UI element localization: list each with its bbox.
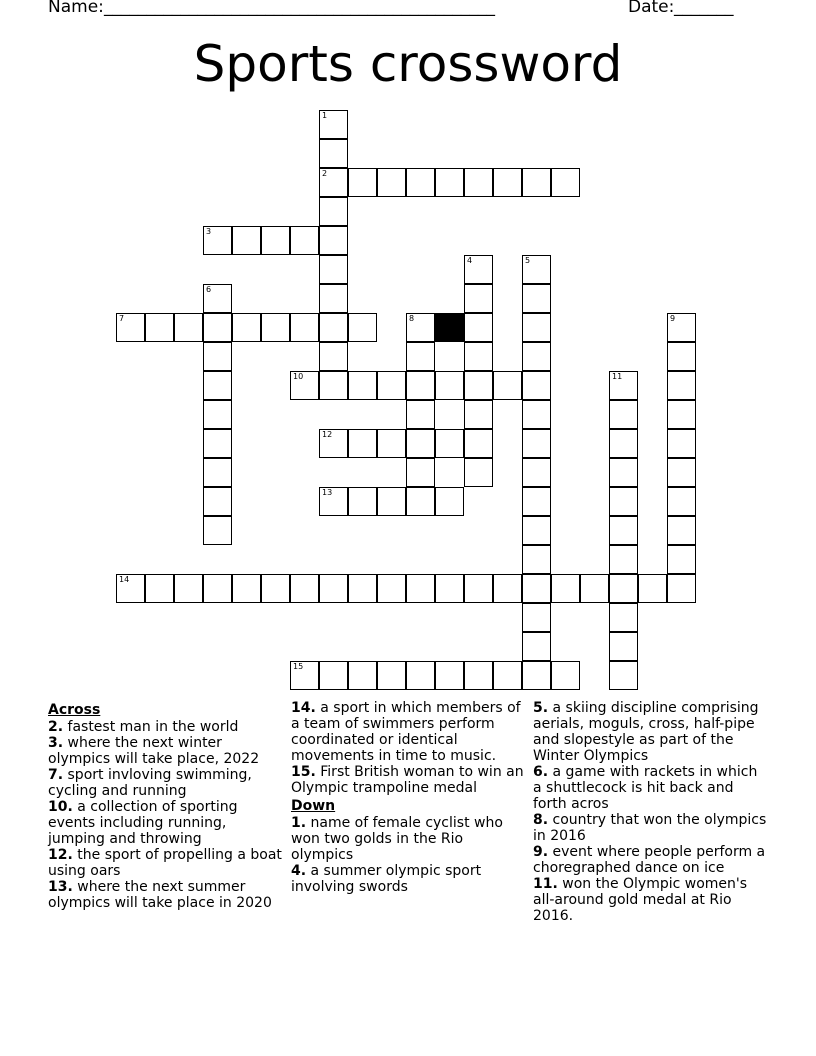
grid-cell[interactable] [261, 313, 290, 342]
grid-cell[interactable] [435, 371, 464, 400]
grid-cell[interactable] [551, 661, 580, 690]
grid-cell[interactable] [667, 487, 696, 516]
grid-cell[interactable] [319, 661, 348, 690]
clue-number: 11 [612, 372, 623, 381]
grid-cell[interactable] [348, 661, 377, 690]
grid-cell[interactable] [261, 574, 290, 603]
grid-cell[interactable] [290, 661, 319, 690]
clue-text: a skiing discipline comprising aerials, moguls, cross, half-pipe and slopestyle as part of the Winter Olympics [533, 700, 759, 764]
grid-cell[interactable] [290, 574, 319, 603]
across-clue [48, 719, 284, 735]
grid-cell[interactable] [406, 342, 435, 371]
grid-cell[interactable] [667, 342, 696, 371]
grid-cell[interactable] [667, 429, 696, 458]
grid-cell[interactable] [435, 661, 464, 690]
clue-label: 13. [48, 879, 73, 895]
grid-cell[interactable] [609, 632, 638, 661]
clue-text: where the next winter olympics will take place, 2022 [48, 735, 260, 767]
down-clue [533, 844, 769, 876]
clue-text: First British woman to win an Olympic trampoline medal [291, 764, 524, 796]
clue-text: a summer olympic sport involving swords [291, 863, 482, 895]
grid-cell[interactable] [377, 371, 406, 400]
clue-number: 6 [206, 285, 212, 294]
clue-number: 8 [409, 314, 415, 323]
clue-label: 8. [533, 812, 549, 828]
grid-cell[interactable] [203, 429, 232, 458]
across-clue [48, 879, 284, 911]
grid-cell[interactable] [319, 342, 348, 371]
grid-cell[interactable] [261, 226, 290, 255]
grid-cell[interactable] [609, 429, 638, 458]
grid-cell[interactable] [522, 632, 551, 661]
grid-cell[interactable] [638, 574, 667, 603]
across-clue-list-continued [291, 700, 527, 796]
grid-cell[interactable] [116, 313, 145, 342]
grid-cell[interactable] [464, 284, 493, 313]
clue-text: a sport in which members of a team of swimmers perform coordinated or identical movements in time to music. [291, 700, 521, 764]
grid-cell[interactable] [377, 661, 406, 690]
grid-cell[interactable] [609, 661, 638, 690]
grid-cell[interactable] [377, 574, 406, 603]
date-line: _______ [674, 0, 734, 17]
grid-cell[interactable] [319, 255, 348, 284]
clue-text: name of female cyclist who won two golds in the Rio olympics [291, 815, 503, 863]
grid-cell[interactable] [609, 545, 638, 574]
grid-cell[interactable] [174, 574, 203, 603]
grid-cell[interactable] [406, 429, 435, 458]
grid-cell[interactable] [406, 313, 435, 342]
grid-cell[interactable] [290, 371, 319, 400]
down-clue [291, 815, 527, 863]
grid-cell[interactable] [232, 226, 261, 255]
grid-cell[interactable] [348, 371, 377, 400]
clue-label: 2. [48, 719, 64, 735]
grid-cell[interactable] [203, 284, 232, 313]
grid-cell[interactable] [580, 574, 609, 603]
grid-cell[interactable] [319, 313, 348, 342]
grid-cell[interactable] [406, 371, 435, 400]
grid-cell[interactable] [522, 661, 551, 690]
grid-cell[interactable] [464, 661, 493, 690]
grid-cell[interactable] [203, 516, 232, 545]
grid-cell[interactable] [377, 429, 406, 458]
grid-cell[interactable] [522, 516, 551, 545]
grid-cell[interactable] [667, 400, 696, 429]
grid-cell[interactable] [203, 342, 232, 371]
clue-text: a collection of sporting events including running, jumping and throwing [48, 799, 238, 847]
grid-cell[interactable] [522, 400, 551, 429]
down-clue [533, 876, 769, 924]
clue-label: 1. [291, 815, 307, 831]
clue-text: fastest man in the world [63, 719, 239, 735]
grid-cell[interactable] [522, 342, 551, 371]
across-clue [48, 847, 284, 879]
clue-number: 2 [322, 169, 328, 178]
grid-cell[interactable] [406, 458, 435, 487]
grid-cell[interactable] [522, 603, 551, 632]
grid-cell[interactable] [667, 516, 696, 545]
clue-number: 15 [293, 662, 304, 671]
grid-cell[interactable] [609, 371, 638, 400]
clues-column-3 [533, 700, 769, 924]
grid-cell[interactable] [464, 255, 493, 284]
grid-cell[interactable] [609, 574, 638, 603]
across-clue-list [48, 719, 284, 911]
clues-column-1 [48, 700, 284, 911]
grid-cell[interactable] [493, 168, 522, 197]
name-label: Name: [48, 0, 104, 17]
clue-text: where the next summer olympics will take place in 2020 [48, 879, 272, 911]
clue-label: 3. [48, 735, 64, 751]
grid-cell[interactable] [464, 458, 493, 487]
across-clue [291, 700, 527, 764]
clue-text: event where people perform a choregraphed dance on ice [533, 844, 766, 876]
down-clue-list [291, 815, 527, 895]
grid-cell[interactable] [522, 429, 551, 458]
grid-cell[interactable] [435, 429, 464, 458]
clue-text: sport invloving swimming, cycling and running [48, 767, 252, 799]
clue-label: 12. [48, 847, 73, 863]
grid-cell[interactable] [406, 574, 435, 603]
grid-cell[interactable] [522, 168, 551, 197]
name-line: ______________________________________________ [104, 0, 495, 17]
clue-number: 14 [119, 575, 130, 584]
clue-number: 12 [322, 430, 333, 439]
grid-cell[interactable] [522, 313, 551, 342]
grid-cell[interactable] [319, 110, 348, 139]
clue-number: 3 [206, 227, 212, 236]
grid-cell[interactable] [174, 313, 203, 342]
across-clue [48, 735, 284, 767]
grid-cell[interactable] [464, 400, 493, 429]
clue-number: 5 [525, 256, 531, 265]
grid-cell[interactable] [522, 487, 551, 516]
grid-cell[interactable] [435, 574, 464, 603]
grid-cell[interactable] [667, 574, 696, 603]
grid-cell[interactable] [203, 313, 232, 342]
clue-number: 1 [322, 111, 328, 120]
grid-cell[interactable] [464, 168, 493, 197]
grid-cell[interactable] [319, 168, 348, 197]
clue-text: country that won the olympics in 2016 [533, 812, 767, 844]
grid-cell[interactable] [319, 487, 348, 516]
grid-cell[interactable] [116, 574, 145, 603]
grid-cell[interactable] [290, 226, 319, 255]
grid-cell[interactable] [203, 458, 232, 487]
down-heading: Down [291, 798, 336, 814]
grid-cell[interactable] [551, 574, 580, 603]
grid-cell[interactable] [609, 400, 638, 429]
down-clue [533, 764, 769, 812]
date-label: Date: [628, 0, 675, 17]
grid-cell[interactable] [493, 661, 522, 690]
grid-cell[interactable] [464, 429, 493, 458]
grid-cell[interactable] [348, 168, 377, 197]
clue-label: 4. [291, 863, 307, 879]
grid-cell[interactable] [464, 342, 493, 371]
grid-cell[interactable] [406, 168, 435, 197]
grid-cell[interactable] [203, 400, 232, 429]
black-square [435, 313, 464, 342]
grid-cell[interactable] [145, 574, 174, 603]
grid-cell[interactable] [145, 313, 174, 342]
grid-cell[interactable] [406, 661, 435, 690]
grid-cell[interactable] [348, 574, 377, 603]
grid-cell[interactable] [522, 458, 551, 487]
clue-text: a game with rackets in which a shuttlecock is hit back and forth acros [533, 764, 758, 812]
grid-cell[interactable] [667, 313, 696, 342]
grid-cell[interactable] [319, 284, 348, 313]
grid-cell[interactable] [551, 168, 580, 197]
grid-cell[interactable] [667, 545, 696, 574]
grid-cell[interactable] [319, 371, 348, 400]
down-clue [533, 812, 769, 844]
grid-cell[interactable] [232, 313, 261, 342]
grid-cell[interactable] [319, 226, 348, 255]
grid-cell[interactable] [522, 545, 551, 574]
grid-cell[interactable] [435, 168, 464, 197]
down-clue [533, 700, 769, 764]
grid-cell[interactable] [348, 313, 377, 342]
clue-number: 7 [119, 314, 125, 323]
across-heading: Across [48, 702, 101, 718]
clue-number: 9 [670, 314, 676, 323]
grid-cell[interactable] [464, 574, 493, 603]
grid-cell[interactable] [377, 487, 406, 516]
clue-number: 13 [322, 488, 333, 497]
across-clue [48, 799, 284, 847]
clue-label: 11. [533, 876, 558, 892]
grid-cell[interactable] [522, 284, 551, 313]
page-title: Sports crossword [193, 35, 623, 93]
clue-number: 10 [293, 372, 304, 381]
clue-label: 10. [48, 799, 73, 815]
grid-cell[interactable] [203, 487, 232, 516]
clue-label: 6. [533, 764, 549, 780]
grid-cell[interactable] [522, 574, 551, 603]
grid-cell[interactable] [609, 603, 638, 632]
across-clue [48, 767, 284, 799]
grid-cell[interactable] [203, 574, 232, 603]
grid-cell[interactable] [609, 516, 638, 545]
down-clue [291, 863, 527, 895]
across-clue [291, 764, 527, 796]
clue-text: won the Olympic women's all-around gold medal at Rio 2016. [533, 876, 748, 924]
grid-cell[interactable] [522, 371, 551, 400]
grid-cell[interactable] [464, 313, 493, 342]
grid-cell[interactable] [319, 429, 348, 458]
clue-label: 7. [48, 767, 64, 783]
grid-cell[interactable] [406, 400, 435, 429]
grid-cell[interactable] [609, 487, 638, 516]
down-clue-list-continued [533, 700, 769, 924]
grid-cell[interactable] [290, 313, 319, 342]
grid-cell[interactable] [203, 226, 232, 255]
grid-cell[interactable] [493, 371, 522, 400]
grid-cell[interactable] [319, 139, 348, 168]
grid-cell[interactable] [667, 371, 696, 400]
grid-cell[interactable] [522, 255, 551, 284]
grid-cell[interactable] [232, 574, 261, 603]
clues-column-2 [291, 700, 527, 895]
grid-cell[interactable] [493, 574, 522, 603]
grid-cell[interactable] [406, 487, 435, 516]
grid-cell[interactable] [609, 458, 638, 487]
grid-cell[interactable] [348, 429, 377, 458]
grid-cell[interactable] [319, 197, 348, 226]
clue-number: 4 [467, 256, 473, 265]
clue-label: 14. [291, 700, 316, 716]
grid-cell[interactable] [348, 487, 377, 516]
clue-label: 5. [533, 700, 549, 716]
grid-cell[interactable] [435, 487, 464, 516]
grid-cell[interactable] [667, 458, 696, 487]
clue-label: 15. [291, 764, 316, 780]
clue-label: 9. [533, 844, 549, 860]
grid-cell[interactable] [377, 168, 406, 197]
grid-cell[interactable] [464, 371, 493, 400]
clue-text: the sport of propelling a boat using oars [48, 847, 282, 879]
grid-cell[interactable] [203, 371, 232, 400]
grid-cell[interactable] [319, 574, 348, 603]
